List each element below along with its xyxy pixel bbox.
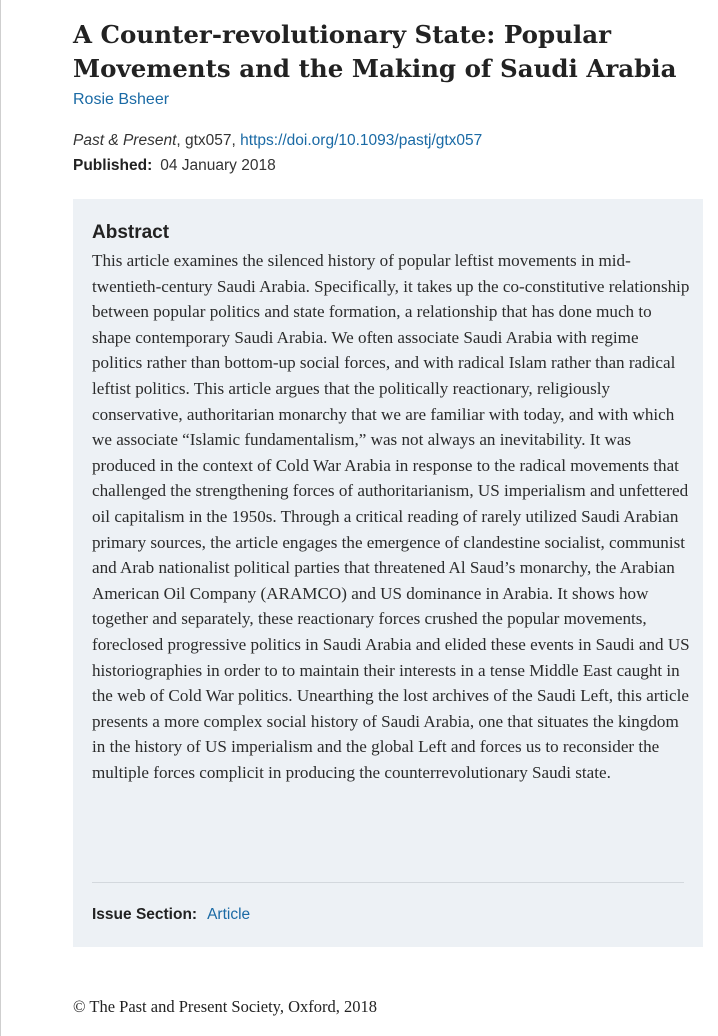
doi-link[interactable]: https://doi.org/10.1093/pastj/gtx057 <box>240 132 483 149</box>
citation-id: , gtx057, <box>176 132 241 149</box>
citation-line <box>73 130 482 152</box>
journal-name: Past & Present <box>73 132 177 149</box>
issue-section-link[interactable]: Article <box>207 906 251 923</box>
abstract-text: This article examines the silenced history of popular leftist movements in mid-twentieth-century Saudi Arabia. Specifically, it takes up the co-constitutive relationship between popular politics and state formation, a relationship that has done much to shape contemporary Saudi Arabia. We often associate Saudi Arabia with regime politics rather than bottom-up social forces, and with radical Islam rather than radical leftist politics. This article argues that the politically reactionary, religiously conservative, authoritarian monarchy that we are familiar with today, and with which we associate “Islamic fundamentalism,” was not always an inevitability. It was produced in the context of Cold War Arabia in response to the radical movements that challenged the strengthening forces of authoritarianism, US imperialism and unfettered oil capitalism in the 1950s. Through a critical reading of rarely utilized Saudi Arabian primary sources, the article engages the emergence of clandestine socialist, communist and Arab nationalist political parties that threatened Al Saud’s monarchy, the Arabian American Oil Company (ARAMCO) and US dominance in Arabia. It shows how together and separately, these reactionary forces crushed the popular movements, foreclosed progressive politics in Saudi Arabia and elided these events in Saudi and US historiographies in order to to maintain their interests in a tense Middle East caught in the web of Cold War politics. Unearthing the lost archives of the Saudi Left, this article presents a more complex social history of Saudi Arabia, one that situates the kingdom in the history of US imperialism and the global Left and forces us to reconsider the multiple forces complicit in producing the counterrevolutionary Saudi state. <box>92 251 690 782</box>
published-label: Published: <box>73 157 153 174</box>
copyright-notice: © The Past and Present Society, Oxford, 2018 <box>73 997 377 1016</box>
article-title: A Counter-revolutionary State: Popular Movements and the Making of Saudi Arabia <box>73 20 677 83</box>
abstract-section <box>73 199 703 947</box>
abstract-heading: Abstract <box>92 222 170 243</box>
issue-section <box>92 904 250 926</box>
issue-section-label: Issue Section: <box>92 906 198 923</box>
published-date: 04 January 2018 <box>160 157 276 174</box>
section-divider <box>92 882 684 883</box>
author-link[interactable]: Rosie Bsheer <box>73 91 170 108</box>
published-line <box>73 155 276 177</box>
